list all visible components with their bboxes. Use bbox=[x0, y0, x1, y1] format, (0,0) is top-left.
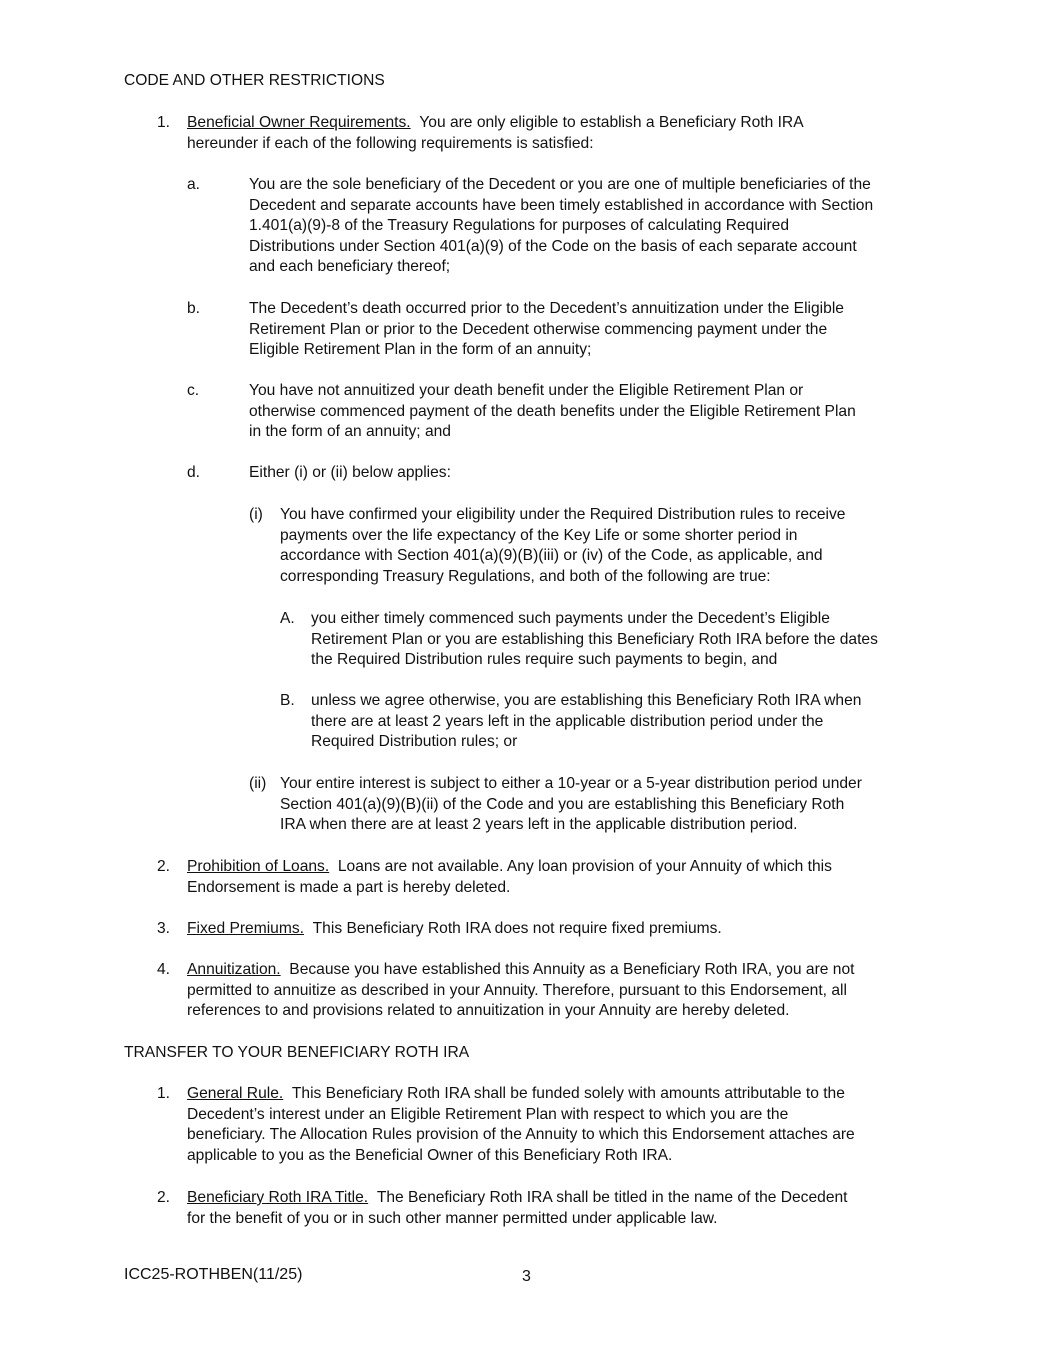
list-marker: d. bbox=[187, 464, 201, 481]
paragraph-line: permitted to annuitize as described in your Annuity. Therefore, pursuant to this Endorsement, all bbox=[187, 981, 847, 999]
list-marker: b. bbox=[187, 300, 201, 317]
paragraph-line: Decedent’s interest under an Eligible Retirement Plan with respect to which you are the bbox=[187, 1105, 789, 1123]
paragraph-restrictions-a bbox=[311, 609, 878, 671]
list-marker: (ii) bbox=[249, 775, 267, 792]
list-marker: 2. bbox=[157, 1189, 171, 1206]
paragraph-restrictions-item2 bbox=[187, 857, 832, 898]
paragraph-restrictions-b bbox=[311, 691, 861, 753]
paragraph-line: there are at least 2 years left in the applicable distribution period under the bbox=[311, 712, 824, 730]
paragraph-restrictions-i bbox=[280, 505, 845, 587]
paragraph-text: Because you have established this Annuity as a Beneficiary Roth IRA, you are not bbox=[289, 961, 855, 978]
paragraph-line: Either (i) or (ii) below applies: bbox=[249, 464, 451, 481]
form-code: ICC25-ROTHBEN(11/25) bbox=[124, 1266, 303, 1283]
paragraph-line: The Decedent’s death occurred prior to the Decedent’s annuitization under the Eligible bbox=[249, 300, 844, 317]
paragraph-line bbox=[187, 1084, 855, 1105]
paragraph-line: otherwise commenced payment of the death benefits under the Eligible Retirement Plan bbox=[249, 402, 856, 420]
paragraph-line: Retirement Plan or you are establishing this Beneficiary Roth IRA before the dates bbox=[311, 630, 878, 648]
paragraph-text: The Beneficiary Roth IRA shall be titled in the name of the Decedent bbox=[376, 1189, 848, 1206]
paragraph-line: 1.401(a)(9)-8 of the Treasury Regulations for purposes of calculating Required bbox=[249, 217, 790, 235]
paragraph-text: Loans are not available. Any loan provision of your Annuity of which this bbox=[337, 858, 832, 875]
paragraph-transfer-item1 bbox=[187, 1084, 855, 1166]
list-marker: (i) bbox=[249, 506, 263, 523]
list-marker: B. bbox=[280, 692, 295, 709]
paragraph-line bbox=[187, 919, 722, 940]
paragraph-line bbox=[187, 857, 832, 878]
paragraph-line: beneficiary. The Allocation Rules provision of the Annuity to which this Endorsement attaches are bbox=[187, 1126, 855, 1144]
paragraph-restrictions-item3 bbox=[187, 919, 722, 940]
paragraph-line: IRA when there are at least 2 years left in the applicable distribution period. bbox=[280, 816, 798, 834]
paragraph-text: This Beneficiary Roth IRA shall be funded solely with amounts attributable to the bbox=[291, 1085, 845, 1102]
page-number: 3 bbox=[522, 1268, 531, 1285]
list-marker: A. bbox=[280, 610, 295, 627]
paragraph-label: Annuitization. bbox=[187, 961, 281, 978]
paragraph-transfer-item2 bbox=[187, 1188, 848, 1229]
paragraph-line: You have confirmed your eligibility under the Required Distribution rules to receive bbox=[280, 506, 846, 523]
paragraph-line: references to and provisions related to annuitization in your Annuity are hereby deleted. bbox=[187, 1002, 790, 1020]
paragraph-line: Decedent and separate accounts have been timely established in accordance with Section bbox=[249, 196, 874, 214]
paragraph-label: Prohibition of Loans. bbox=[187, 858, 330, 875]
list-marker: 3. bbox=[157, 920, 171, 937]
paragraph-line: unless we agree otherwise, you are establishing this Beneficiary Roth IRA when bbox=[311, 692, 862, 709]
list-marker: 1. bbox=[157, 1085, 171, 1102]
paragraph-line: Endorsement is made a part is hereby deleted. bbox=[187, 878, 511, 896]
list-marker: 4. bbox=[157, 961, 171, 978]
paragraph-line: accordance with Section 401(a)(9)(B)(iii) or (iv) of the Code, as applicable, and bbox=[280, 547, 823, 565]
paragraph-line: You have not annuitized your death benefit under the Eligible Retirement Plan or bbox=[249, 382, 804, 399]
paragraph-line: the Required Distribution rules require such payments to begin, and bbox=[311, 651, 778, 669]
section-heading-code-restrictions: CODE AND OTHER RESTRICTIONS bbox=[124, 72, 385, 89]
paragraph-line: applicable to you as the Beneficial Owner of this Beneficiary Roth IRA. bbox=[187, 1146, 673, 1164]
paragraph-restrictions-b bbox=[249, 299, 844, 361]
paragraph-line bbox=[187, 113, 804, 134]
paragraph-line: in the form of an annuity; and bbox=[249, 423, 451, 441]
paragraph-line bbox=[187, 1188, 848, 1209]
paragraph-line: Your entire interest is subject to either a 10-year or a 5-year distribution period under bbox=[280, 775, 862, 792]
section-heading-transfer: TRANSFER TO YOUR BENEFICIARY ROTH IRA bbox=[124, 1044, 470, 1061]
list-marker: 1. bbox=[157, 114, 171, 131]
paragraph-restrictions-item1 bbox=[187, 113, 804, 154]
paragraph-line: Retirement Plan or prior to the Decedent otherwise commencing payment under the bbox=[249, 320, 828, 338]
paragraph-line: You are the sole beneficiary of the Decedent or you are one of multiple beneficiaries of the bbox=[249, 176, 871, 193]
paragraph-restrictions-a bbox=[249, 175, 873, 278]
paragraph-line: corresponding Treasury Regulations, and both of the following are true: bbox=[280, 567, 771, 585]
paragraph-line: Eligible Retirement Plan in the form of an annuity; bbox=[249, 341, 592, 359]
paragraph-line bbox=[187, 960, 854, 981]
paragraph-line: Distributions under Section 401(a)(9) of the Code on the basis of each separate account bbox=[249, 237, 857, 255]
list-marker: 2. bbox=[157, 858, 171, 875]
paragraph-label: Fixed Premiums. bbox=[187, 920, 304, 937]
paragraph-line: payments over the life expectancy of the Key Life or some shorter period in bbox=[280, 526, 798, 544]
paragraph-text: You are only eligible to establish a Beneficiary Roth IRA bbox=[419, 114, 804, 131]
paragraph-line: Required Distribution rules; or bbox=[311, 733, 518, 751]
paragraph-restrictions-ii bbox=[280, 774, 862, 836]
paragraph-label: General Rule. bbox=[187, 1085, 284, 1102]
list-marker: a. bbox=[187, 176, 201, 193]
paragraph-line: Section 401(a)(9)(B)(ii) of the Code and you are establishing this Beneficiary Roth bbox=[280, 795, 845, 813]
list-marker: c. bbox=[187, 382, 200, 399]
paragraph-line: hereunder if each of the following requirements is satisfied: bbox=[187, 134, 594, 152]
paragraph-text: This Beneficiary Roth IRA does not require fixed premiums. bbox=[312, 920, 722, 937]
paragraph-line: and each beneficiary thereof; bbox=[249, 258, 451, 276]
paragraph-label: Beneficiary Roth IRA Title. bbox=[187, 1189, 369, 1206]
paragraph-restrictions-item4 bbox=[187, 960, 854, 1022]
paragraph-line: you either timely commenced such payments under the Decedent’s Eligible bbox=[311, 610, 830, 627]
paragraph-label: Beneficial Owner Requirements. bbox=[187, 114, 411, 131]
paragraph-restrictions-d bbox=[249, 463, 451, 484]
paragraph-restrictions-c bbox=[249, 381, 856, 443]
paragraph-line: for the benefit of you or in such other manner permitted under applicable law. bbox=[187, 1209, 718, 1227]
